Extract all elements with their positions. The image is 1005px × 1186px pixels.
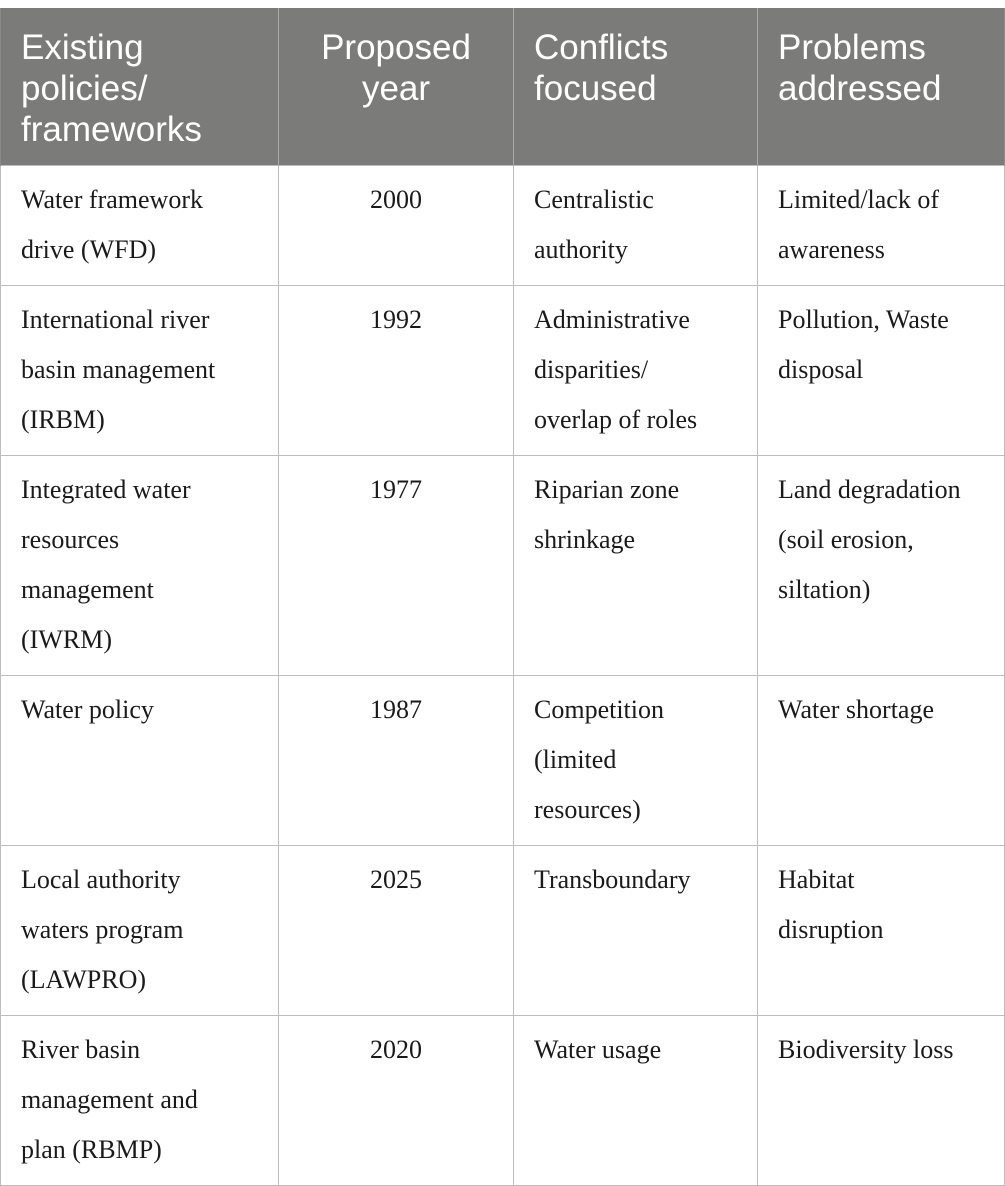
cell-text: disposal xyxy=(778,355,864,384)
policy-cell xyxy=(1,1016,279,1186)
problem-cell xyxy=(758,1016,1005,1186)
policy-table xyxy=(0,8,1005,1186)
cell-text: Water usage xyxy=(534,1035,662,1064)
cell-text: authority xyxy=(534,235,628,264)
conflict-cell xyxy=(514,456,758,676)
year-cell xyxy=(279,846,514,1016)
cell-text: shrinkage xyxy=(534,525,636,554)
cell-text: Limited/lack of xyxy=(778,185,940,214)
policy-cell xyxy=(1,676,279,846)
table-header xyxy=(1,8,1005,166)
cell-text: Administrative xyxy=(534,305,690,334)
conflict-cell xyxy=(514,676,758,846)
table-row xyxy=(1,1016,1005,1186)
table-row xyxy=(1,166,1005,286)
cell-text: disparities/ xyxy=(534,355,649,384)
header-text: Existing xyxy=(21,28,144,67)
problem-cell xyxy=(758,286,1005,456)
year-cell xyxy=(279,166,514,286)
year-cell xyxy=(279,456,514,676)
cell-text: Pollution, Waste xyxy=(778,305,949,334)
cell-text: awareness xyxy=(778,235,885,264)
problem-cell xyxy=(758,456,1005,676)
cell-text: International river xyxy=(21,305,210,334)
cell-text: (LAWPRO) xyxy=(21,965,147,994)
cell-text: 2000 xyxy=(370,185,422,214)
cell-text: Competition xyxy=(534,695,664,724)
table-row xyxy=(1,676,1005,846)
cell-text: 2025 xyxy=(370,865,422,894)
cell-text: Water policy xyxy=(21,695,154,724)
conflict-cell xyxy=(514,166,758,286)
conflict-cell xyxy=(514,846,758,1016)
policy-cell xyxy=(1,166,279,286)
cell-text: Water framework xyxy=(21,185,203,214)
problem-cell xyxy=(758,166,1005,286)
cell-text: (limited xyxy=(534,745,617,774)
year-cell xyxy=(279,676,514,846)
year-cell xyxy=(279,286,514,456)
cell-text: resources xyxy=(21,525,120,554)
header-row xyxy=(1,8,1005,166)
problem-cell xyxy=(758,846,1005,1016)
cell-text: basin management xyxy=(21,355,216,384)
header-year xyxy=(279,8,514,166)
table-row xyxy=(1,286,1005,456)
cell-text: overlap of roles xyxy=(534,405,698,434)
cell-text: Transboundary xyxy=(534,865,691,894)
cell-text: 2020 xyxy=(370,1035,422,1064)
conflict-cell xyxy=(514,286,758,456)
problem-cell xyxy=(758,676,1005,846)
policy-cell xyxy=(1,286,279,456)
cell-text: 1977 xyxy=(370,475,422,504)
header-text: frameworks xyxy=(21,110,202,149)
header-problems xyxy=(758,8,1005,166)
cell-text: management xyxy=(21,575,154,604)
cell-text: Centralistic xyxy=(534,185,654,214)
policy-cell xyxy=(1,456,279,676)
cell-text: (soil erosion, xyxy=(778,525,914,554)
cell-text: disruption xyxy=(778,915,884,944)
cell-text: waters program xyxy=(21,915,184,944)
header-text: focused xyxy=(534,69,657,108)
header-text: year xyxy=(361,69,431,108)
cell-text: Riparian zone xyxy=(534,475,680,504)
header-conflicts xyxy=(514,8,758,166)
cell-text: Habitat xyxy=(778,865,855,894)
conflict-cell xyxy=(514,1016,758,1186)
cell-text: Water shortage xyxy=(778,695,934,724)
cell-text: Land degradation xyxy=(778,475,961,504)
table-row xyxy=(1,456,1005,676)
cell-text: management and xyxy=(21,1085,198,1114)
policy-cell xyxy=(1,846,279,1016)
cell-text: Integrated water xyxy=(21,475,191,504)
table-row xyxy=(1,846,1005,1016)
cell-text: Local authority xyxy=(21,865,181,894)
cell-text: (IRBM) xyxy=(21,405,105,434)
header-text: Conflicts xyxy=(534,28,669,67)
header-text: Proposed xyxy=(321,28,471,67)
header-text: policies/ xyxy=(21,69,148,108)
cell-text: drive (WFD) xyxy=(21,235,157,264)
cell-text: siltation) xyxy=(778,575,871,604)
header-text: Problems xyxy=(778,28,926,67)
header-text: addressed xyxy=(778,69,942,108)
cell-text: 1987 xyxy=(370,695,422,724)
table-body xyxy=(1,166,1005,1186)
cell-text: Biodiversity loss xyxy=(778,1035,954,1064)
header-policies xyxy=(1,8,279,166)
cell-text: resources) xyxy=(534,795,641,824)
cell-text: 1992 xyxy=(370,305,422,334)
cell-text: plan (RBMP) xyxy=(21,1135,162,1164)
cell-text: River basin xyxy=(21,1035,141,1064)
cell-text: (IWRM) xyxy=(21,625,112,654)
year-cell xyxy=(279,1016,514,1186)
